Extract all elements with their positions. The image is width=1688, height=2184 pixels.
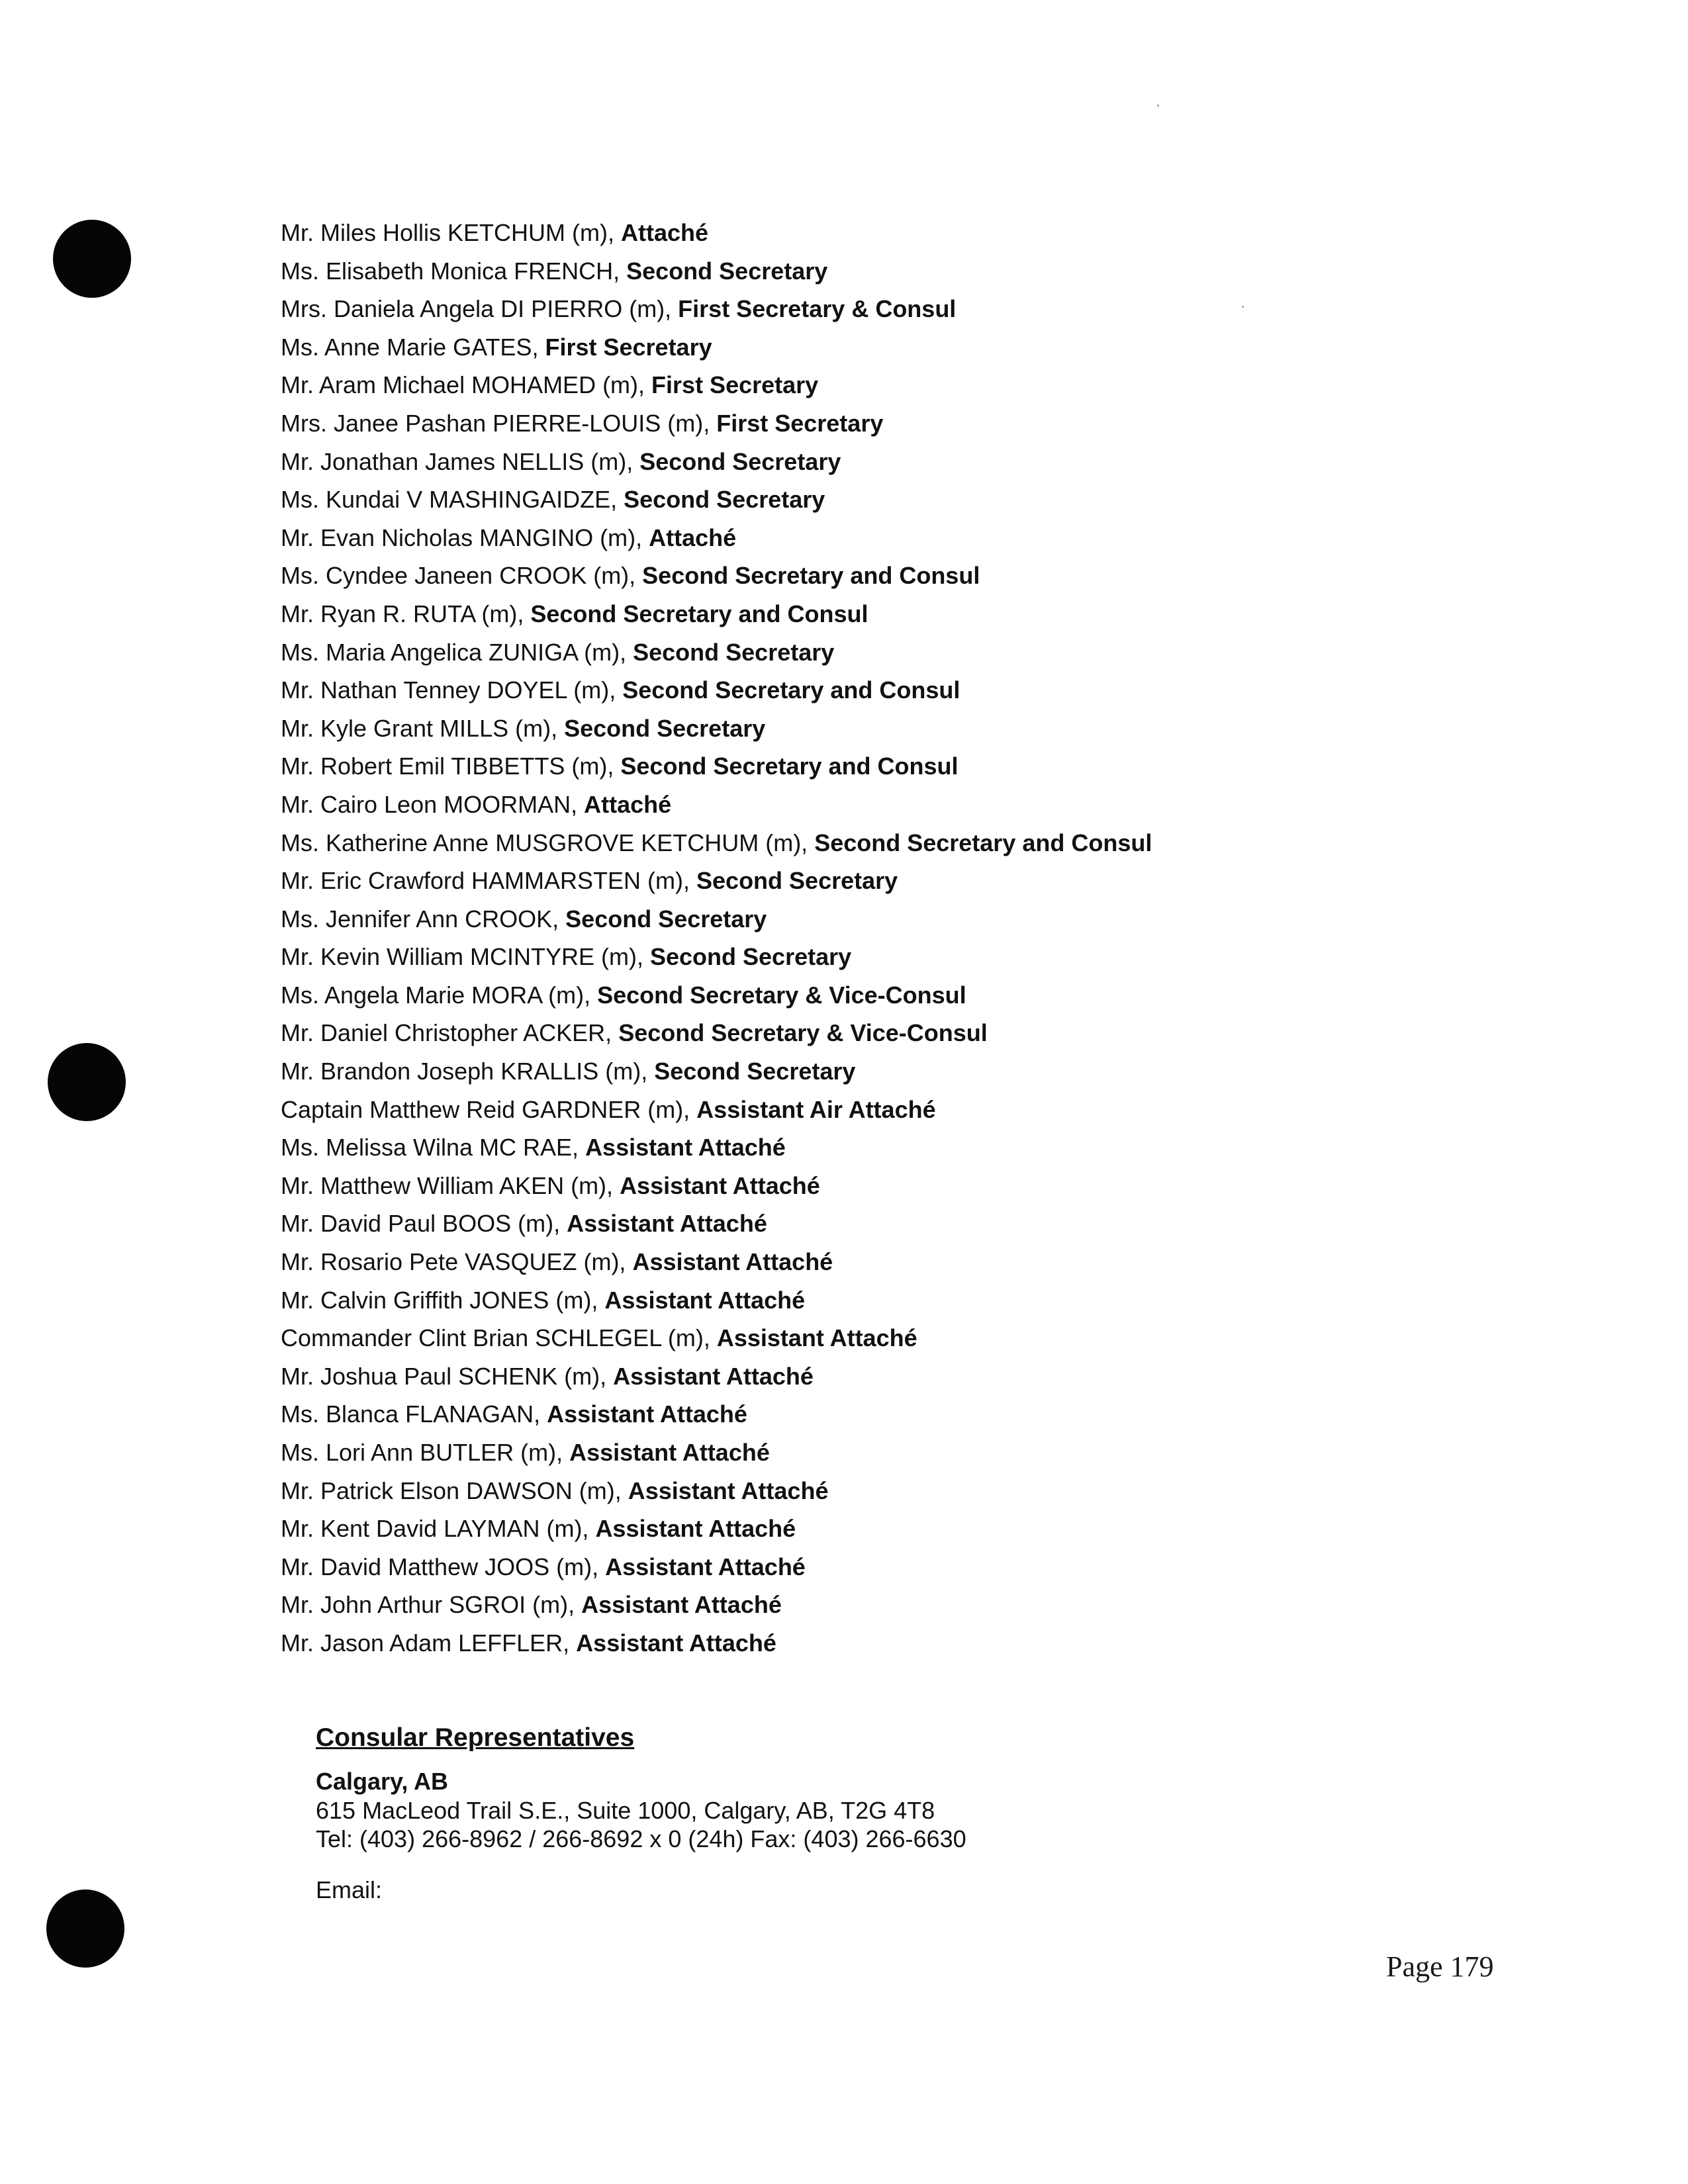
staff-name: Mr. Miles Hollis KETCHUM (m), (281, 219, 621, 246)
consulate-email-label: Email: (316, 1876, 383, 1903)
staff-entry (281, 633, 1152, 672)
staff-title: Second Secretary (696, 867, 898, 895)
staff-name: Mr. Aram Michael MOHAMED (m), (281, 371, 652, 399)
staff-entry (281, 1243, 1152, 1281)
staff-entry (281, 1548, 1152, 1586)
staff-entry (281, 595, 1152, 633)
staff-name: Ms. Elisabeth Monica FRENCH, (281, 257, 627, 285)
staff-title: Attaché (584, 790, 672, 818)
staff-name: Mr. Joshua Paul SCHENK (m), (281, 1362, 614, 1390)
staff-name: Mr. Brandon Joseph KRALLIS (m), (281, 1058, 655, 1085)
staff-entry (281, 824, 1152, 862)
staff-title: Assistant Attaché (604, 1286, 806, 1314)
staff-name: Ms. Jennifer Ann CROOK, (281, 905, 566, 933)
staff-title: Second Secretary (624, 486, 825, 514)
consulate-address: 615 MacLeod Trail S.E., Suite 1000, Calgary, AB, T2G 4T8 (316, 1797, 935, 1824)
staff-entry (281, 328, 1152, 367)
staff-title: Second Secretary and Consul (642, 562, 980, 590)
staff-title: Assistant Attaché (716, 1324, 917, 1352)
staff-name: Mrs. Daniela Angela DI PIERRO (m), (281, 295, 679, 323)
staff-name: Mr. Kevin William MCINTYRE (m), (281, 943, 650, 971)
staff-entry (281, 1014, 1152, 1052)
staff-entry (281, 1128, 1152, 1167)
punch-hole-bottom (46, 1889, 124, 1968)
scan-speck (1157, 105, 1159, 107)
staff-entry (281, 252, 1152, 291)
staff-entry (281, 557, 1152, 595)
staff-entry (281, 1167, 1152, 1205)
staff-name: Ms. Cyndee Janeen CROOK (m), (281, 562, 643, 590)
staff-title: Assistant Attaché (547, 1400, 747, 1428)
staff-title: Second Secretary & Vice-Consul (618, 1019, 988, 1047)
staff-title: Assistant Air Attaché (696, 1095, 936, 1123)
staff-entry (281, 709, 1152, 748)
staff-name: Mr. Cairo Leon MOORMAN, (281, 790, 585, 818)
staff-entry (281, 290, 1152, 328)
consular-section (316, 1721, 966, 1905)
punch-hole-middle (48, 1043, 126, 1121)
staff-entry (281, 862, 1152, 900)
staff-entry (281, 1319, 1152, 1357)
staff-entry (281, 747, 1152, 786)
staff-title: Second Secretary & Vice-Consul (597, 981, 966, 1009)
staff-entry (281, 671, 1152, 709)
staff-title: Assistant Attaché (567, 1210, 767, 1238)
staff-title: Attaché (620, 219, 709, 246)
staff-title: Second Secretary (626, 257, 828, 285)
staff-name: Mr. David Paul BOOS (m), (281, 1210, 567, 1238)
staff-name: Mr. Rosario Pete VASQUEZ (m), (281, 1248, 633, 1276)
punch-hole-top (53, 220, 131, 298)
staff-name: Mr. Daniel Christopher ACKER, (281, 1019, 619, 1047)
staff-title: Assistant Attaché (605, 1553, 806, 1580)
staff-title: Assistant Attaché (620, 1171, 820, 1199)
staff-title: First Secretary (716, 409, 884, 437)
staff-entry (281, 976, 1152, 1015)
staff-title: Assistant Attaché (585, 1134, 786, 1161)
staff-title: Attaché (649, 523, 737, 551)
staff-name: Mr. David Matthew JOOS (m), (281, 1553, 606, 1580)
staff-list (281, 214, 1152, 1662)
staff-title: Assistant Attaché (581, 1591, 782, 1619)
staff-title: Assistant Attaché (595, 1515, 796, 1543)
staff-name: Ms. Katherine Anne MUSGROVE KETCHUM (m), (281, 829, 815, 856)
staff-entry (281, 1052, 1152, 1091)
page-number: Page 179 (1386, 1950, 1494, 1983)
staff-entry (281, 404, 1152, 443)
staff-title: Second Secretary (650, 943, 852, 971)
staff-name: Ms. Anne Marie GATES, (281, 333, 545, 361)
staff-title: Assistant Attaché (613, 1362, 814, 1390)
staff-name: Mrs. Janee Pashan PIERRE-LOUIS (m), (281, 409, 717, 437)
staff-entry (281, 443, 1152, 481)
staff-entry (281, 1586, 1152, 1624)
staff-name: Ms. Blanca FLANAGAN, (281, 1400, 547, 1428)
staff-title: First Secretary (545, 333, 712, 361)
staff-name: Mr. Matthew William AKEN (m), (281, 1171, 620, 1199)
staff-entry (281, 1433, 1152, 1472)
staff-entry (281, 1281, 1152, 1320)
staff-name: Mr. Jason Adam LEFFLER, (281, 1629, 577, 1657)
staff-entry (281, 1205, 1152, 1243)
staff-name: Ms. Lori Ann BUTLER (m), (281, 1439, 570, 1466)
staff-name: Commander Clint Brian SCHLEGEL (m), (281, 1324, 717, 1352)
staff-name: Mr. Patrick Elson DAWSON (m), (281, 1477, 628, 1504)
staff-entry (281, 1624, 1152, 1662)
staff-name: Mr. Robert Emil TIBBETTS (m), (281, 752, 621, 780)
staff-title: Second Secretary and Consul (814, 829, 1152, 856)
staff-title: First Secretary & Consul (678, 295, 957, 323)
staff-entry (281, 900, 1152, 938)
consulate-city: Calgary, AB (316, 1768, 449, 1795)
staff-name: Mr. Jonathan James NELLIS (m), (281, 447, 640, 475)
staff-name: Mr. Evan Nicholas MANGINO (m), (281, 523, 649, 551)
staff-title: Second Secretary (639, 447, 841, 475)
staff-name: Mr. Kyle Grant MILLS (m), (281, 714, 565, 742)
staff-title: Second Secretary (654, 1058, 856, 1085)
staff-title: Assistant Attaché (576, 1629, 776, 1657)
staff-title: Assistant Attaché (628, 1477, 829, 1504)
consular-heading: Consular Representatives (316, 1723, 635, 1752)
staff-entry (281, 366, 1152, 404)
staff-name: Mr. Calvin Griffith JONES (m), (281, 1286, 605, 1314)
staff-title: First Secretary (651, 371, 819, 399)
staff-name: Mr. Eric Crawford HAMMARSTEN (m), (281, 867, 697, 895)
staff-title: Second Secretary (564, 714, 766, 742)
staff-name: Ms. Kundai V MASHINGAIDZE, (281, 486, 624, 514)
staff-title: Second Secretary and Consul (530, 600, 868, 627)
staff-name: Captain Matthew Reid GARDNER (m), (281, 1095, 697, 1123)
staff-entry (281, 786, 1152, 824)
staff-title: Assistant Attaché (632, 1248, 833, 1276)
staff-entry (281, 214, 1152, 252)
staff-name: Mr. Ryan R. RUTA (m), (281, 600, 531, 627)
staff-name: Mr. John Arthur SGROI (m), (281, 1591, 582, 1619)
staff-entry (281, 1510, 1152, 1548)
staff-title: Second Secretary (565, 905, 767, 933)
staff-name: Mr. Nathan Tenney DOYEL (m), (281, 676, 623, 704)
scan-speck (1242, 306, 1244, 308)
staff-entry (281, 1091, 1152, 1129)
staff-name: Mr. Kent David LAYMAN (m), (281, 1515, 596, 1543)
staff-name: Ms. Angela Marie MORA (m), (281, 981, 598, 1009)
staff-entry (281, 938, 1152, 976)
staff-entry (281, 480, 1152, 519)
staff-title: Second Secretary and Consul (620, 752, 959, 780)
staff-title: Assistant Attaché (569, 1439, 770, 1466)
staff-entry (281, 519, 1152, 557)
staff-name: Ms. Melissa Wilna MC RAE, (281, 1134, 586, 1161)
staff-title: Second Secretary (633, 638, 835, 666)
consulate-phone: Tel: (403) 266-8962 / 266-8692 x 0 (24h) Fax: (403) 266-6630 (316, 1825, 966, 1852)
staff-entry (281, 1357, 1152, 1396)
staff-name: Ms. Maria Angelica ZUNIGA (m), (281, 638, 633, 666)
staff-entry (281, 1395, 1152, 1433)
staff-title: Second Secretary and Consul (622, 676, 961, 704)
staff-entry (281, 1472, 1152, 1510)
